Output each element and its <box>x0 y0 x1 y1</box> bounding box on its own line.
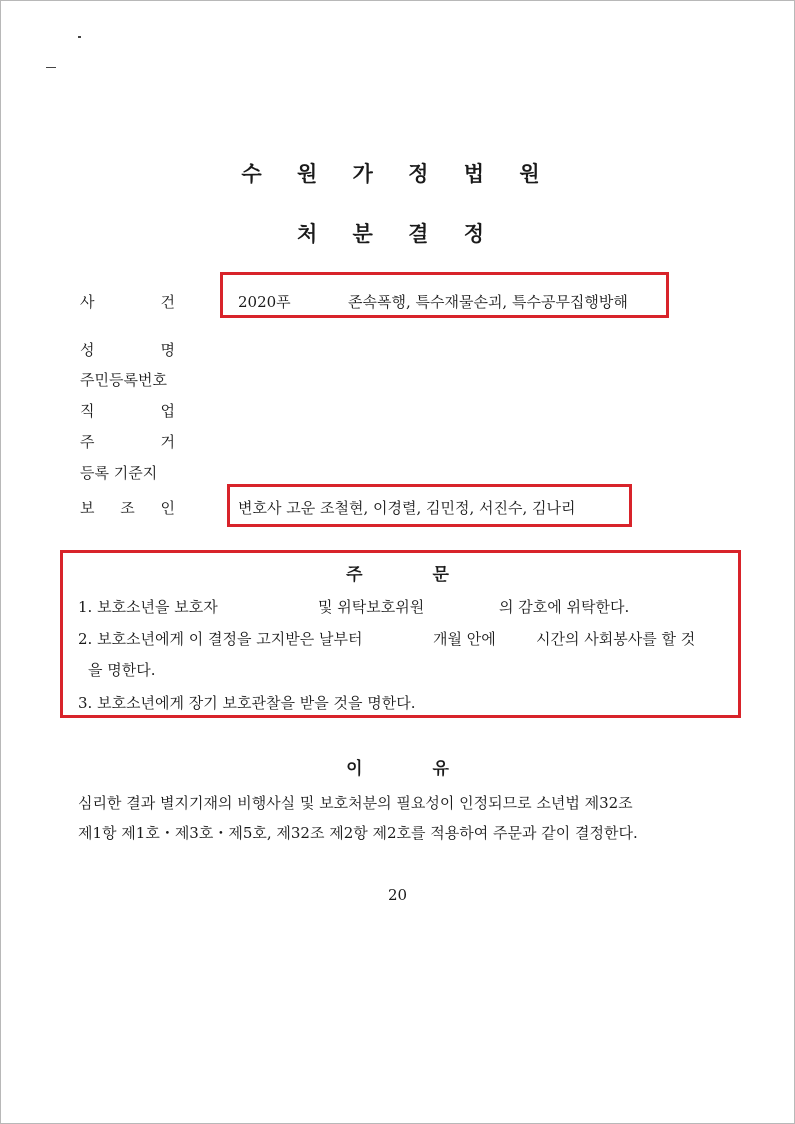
assistant-value: 변호사 고운 조철현, 이경렬, 김민정, 서진수, 김나리 <box>238 499 576 517</box>
case-offenses: 존속폭행, 특수재물손괴, 특수공무집행방해 <box>348 293 628 311</box>
order-item-3: 3. 보호소년에게 장기 보호관찰을 받을 것을 명한다. <box>78 694 416 712</box>
order-item-2c: 시간의 사회봉사를 할 것 <box>536 630 696 648</box>
job-label: 직 업 <box>80 402 175 420</box>
order-item-1b: 및 위탁보호위원 <box>318 598 425 616</box>
court-name: 수 원 가 정 법 원 <box>241 161 554 186</box>
order-item-2d: 을 명한다. <box>88 661 156 679</box>
reason-heading: 이 유 <box>346 759 449 779</box>
case-label: 사 건 <box>80 293 175 311</box>
case-number: 2020푸 <box>238 293 291 311</box>
registry-label: 등록 기준지 <box>80 464 158 482</box>
order-item-2b: 개월 안에 <box>433 630 496 648</box>
assistant-label: 보 조 인 <box>80 499 175 517</box>
reason-line-1: 심리한 결과 별지기재의 비행사실 및 보호처분의 필요성이 인정되므로 소년법 제32조 <box>78 794 633 812</box>
order-item-1c: 의 감호에 위탁한다. <box>499 598 630 616</box>
rrn-label: 주민등록번호 <box>80 371 167 389</box>
order-item-1a: 1. 보호소년을 보호자 <box>78 598 218 616</box>
document-title: 처 분 결 정 <box>296 221 499 246</box>
decision-date: 20 <box>387 886 408 904</box>
name-label: 성 명 <box>80 341 175 359</box>
reason-line-2: 제1항 제1호・제3호・제5호, 제32조 제2항 제2호를 적용하여 주문과 같이 결정한다. <box>78 824 638 842</box>
order-item-2a: 2. 보호소년에게 이 결정을 고지받은 날부터 <box>78 630 363 648</box>
scan-speck <box>78 36 81 38</box>
address-label: 주 거 <box>80 433 175 451</box>
order-heading: 주 문 <box>346 565 449 585</box>
scan-speck <box>46 67 56 68</box>
